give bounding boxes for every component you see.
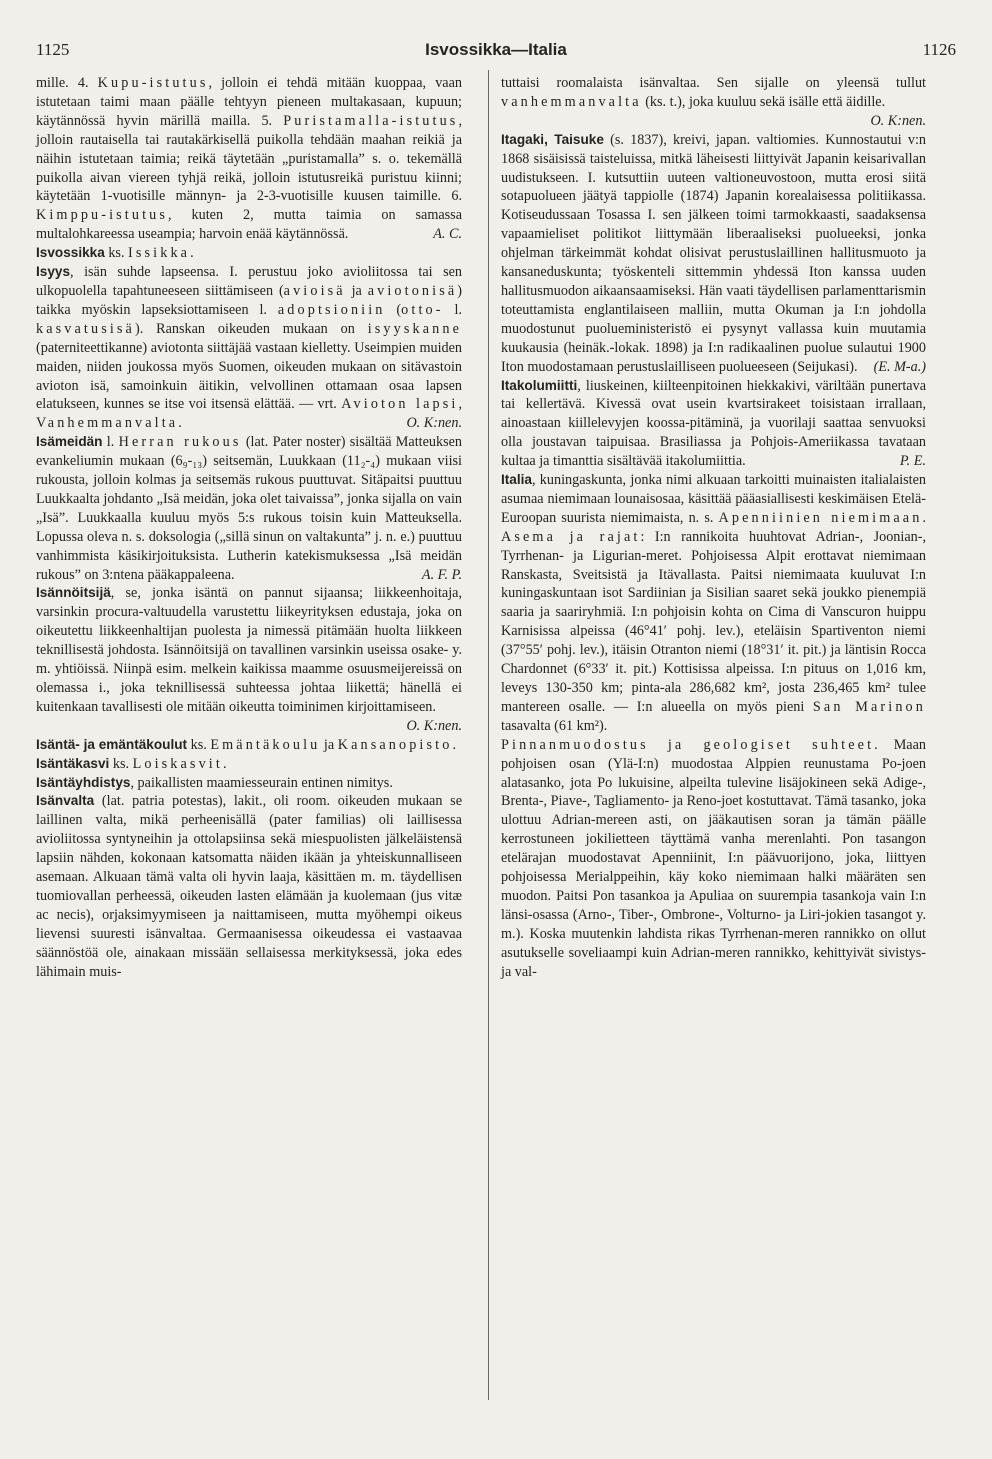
- entry-text: ja: [345, 282, 368, 299]
- entry-text: oli laillisessa avioliitossa syntyneihin ja ottolapsiinsa sekä miespuolisten jälkeläistensä lapsiin nähden, kokonaan katsomatta näiden ikään ja yhteiskunnalliseen asemaan. Alkuaan tämä valta oli hyvin laaja, käsittäen m. m. täydellisen tuomiovallan perheessä, oikeuden lasten elämään ja kuolemaan: [36, 812, 462, 904]
- entry-text: ja: [320, 736, 338, 753]
- spaced-term: Asema ja rajat: [501, 528, 641, 545]
- spaced-term: Kansanopisto: [337, 736, 453, 753]
- entry-headword: Isäntäkasvi: [36, 755, 110, 771]
- italic-text: Pater noster): [272, 434, 346, 451]
- dictionary-entry: [501, 471, 926, 736]
- spaced-term: Puristamalla-istutus: [283, 112, 459, 129]
- entry-text: (paterniteettikanne) aviotonta siittäjää vastaan kielletty. Useimpien muiden maiden, niiden joukossa myös Suomen, oikeuden mukaan on sitävastoin avioton isä, samoinkuin äitikin, velvollinen ottamaan osaa lapsen elatukseen, kunnes se itse voi itsensä elättää. — vrt.: [36, 339, 462, 413]
- entry-text: , orjaksimyymiseen ja naittamiseen, mutta myöhempi oikeus lievensi suuresti isänvaltaa. Germaanisessa oikeudessa ei vastaavaa säännöstöä ole, ainakaan missään sellaisessa merkityksessä, joka edes lähimain muis-: [36, 906, 462, 980]
- entry-text: sisältää Matteuksen evankeliumin mukaan (6₉-₁₃) seitsemän, Luukkaan (11₂-₄) mukaan viisi rukousta, jolloin kolmas ja seitsemäs rukous puuttuvat. Sitäpaitsi puuttuu Luukkaalta johdanto „Isä meidän, joka olet taivaissa”, jonka sijalla on vain „Isä”. Luukkaalla kuuluu myös 5:s rukous toisin kuin Matteuksella. Lopussa oleva n. s. doksologia („sillä sinun on valtakunta” j. n. e.) puuttuu vanhimmista käsikirjoituksista. Lutherin katekismuksessa „Isä meidän rukous” on 3:ntena pääkappaleena.: [36, 434, 462, 583]
- spaced-term: Vanhemmanvalta: [36, 415, 179, 432]
- spaced-term: Issikka: [128, 245, 191, 262]
- italic-text: (jus vitæ ac necis): [36, 887, 462, 923]
- dictionary-entry: [36, 755, 462, 774]
- continued-paragraph: [36, 74, 462, 244]
- dictionary-entry: [36, 263, 462, 433]
- entry-headword: Isänvalta: [36, 793, 95, 809]
- entry-text: (ks. t.), joka kuuluu sekä isälle että äidille.: [641, 93, 886, 110]
- entry-text: l.: [443, 301, 462, 318]
- dictionary-entry: [36, 774, 462, 793]
- column-divider: [488, 70, 489, 1400]
- entry-text: (lat.: [241, 434, 273, 451]
- entry-text: (: [385, 301, 402, 318]
- spaced-term: Loiskasvit: [132, 755, 223, 772]
- italic-text: (pater familias): [269, 812, 366, 829]
- entry-text: ) taikka myöskin lapseksiottamiseen l.: [36, 282, 462, 318]
- entry-text: ks.: [109, 755, 133, 772]
- spaced-term: otto-: [401, 301, 444, 318]
- spaced-term: Avioton lapsi: [341, 396, 459, 413]
- entry-text: , se, jonka isäntä on pannut sijaansa; liikkeenhoitaja, varsinkin procura-valtuudella varustettu liikeyrityksen edustaja, joka on oikeutettu liikkeenhaltijan puolesta ja nimessä pitämään huolta liikkeen teknillisestä johdosta. Isännöitsijä on tavallinen varsinkin useissa osake- y. m. yhtiöissä. Niinpä esim. melkein kaikissa maamme osuusmeijereissä on olemassa i., joka teknillisessä suhteessa johtaa liikettä; hänellä ei kuitenkaan tavallisesti ole mitään oikeutta toiminimen kirjoittamiseen.: [36, 585, 462, 715]
- dictionary-entry: [36, 736, 462, 755]
- entry-text: , kuningaskunta, jonka nimi alkuaan tarkoitti muinaisten italialaisten asumaa niemimaan lounaisosaa, käsittää pääasiallisesti keskimäisen Etelä-Euroopan suurista niemimaista, n. s.: [501, 472, 926, 526]
- dictionary-entry: [501, 131, 926, 377]
- spaced-term: San Marinon: [812, 698, 926, 715]
- running-header: [36, 40, 956, 66]
- entry-text: tuttaisi roomalaista isänvaltaa. Sen sijalle on yleensä tullut: [501, 75, 926, 91]
- spaced-term: adoptsioniin: [277, 301, 386, 318]
- spaced-term: Kimppu-istutus: [36, 207, 169, 224]
- entry-text: , jolloin ei tehdä mitään kuoppaa, vaan istutetaan taimi maan päälle tehtyyn pieneen multakasaan, kupuun; käytännössä hyvin märillä mailla. 5.: [36, 75, 462, 129]
- entry-text: .: [178, 415, 182, 432]
- entry-headword: Itagaki, Taisuke: [501, 131, 604, 147]
- entry-text: , kuten 2, mutta taimia on samassa multalohkareessa useampia; harvoin enää käytännössä.: [36, 207, 462, 243]
- spaced-term: isyyskanne: [367, 320, 462, 337]
- entry-text: .: [190, 245, 194, 262]
- author-signature: P. E.: [899, 453, 926, 470]
- spaced-term: Herran rukous: [118, 434, 242, 451]
- entry-headword: Isännöitsijä: [36, 585, 111, 601]
- entry-headword: Isyys: [36, 264, 71, 280]
- author-signature: (E. M-a.): [873, 358, 926, 375]
- left-column: [36, 74, 462, 982]
- entry-text: , liuskeinen, kiilteenpitoinen hiekkakivi, väriltään punertava tai kellertävä. Kivessä ovat usein kvartsirakeet toisistaan irrallaan, ainoastaan kiillelevyjen koossa-pitäminä, ja vuorilaji saattaa senvuoksi olla joustavan taipuisaa. Brasiliassa ja Pohjois-Ameriikassa tavataan kultaa ja timanttia sisältävää itakolumiittia.: [501, 377, 926, 470]
- page-number-right: 1126: [922, 40, 956, 59]
- spaced-term: avioisä: [283, 282, 346, 299]
- entry-text: mille. 4.: [36, 75, 98, 91]
- entry-text: .: [222, 755, 227, 772]
- spaced-term: Apenniinien niemimaan: [718, 509, 923, 526]
- header-title: Isvossikka—Italia: [425, 40, 567, 59]
- spaced-term: aviotonisä: [367, 282, 458, 299]
- entry-text: ks.: [104, 245, 129, 262]
- entry-headword: Isvossikka: [36, 245, 105, 261]
- entry-text: tasavalta (61 km²).: [501, 717, 608, 734]
- entry-text: , jolloin rautaisella tai rautakärkisellä puikolla tehdään maahan reikiä ja näihin istutetaan taimia; reikä täytetään „puristamalla” s. o. tekemällä puikolla aivan viereen tyhjä reikä, jolloin istutusreikä puristuu kiinni; käytetään 1-vuotisille männyn- ja 2-3-vuotisille kuusen taimille. 6.: [36, 112, 462, 205]
- entry-text: (s. 1837), kreivi, japan. valtiomies. Kunnostautui v:n 1868 sisäisissä taisteluissa, mitkä läheisesti liittyivät Japanin keisarivallan uudistukseen. I. kutsuttiin uuteen valtioneuvostoon, mutta erosi siitä sotapuolueen jäätyä tappiolle (1874) Japanin korealaisessa politiikassa. Kotiseudussaan Tosassa I. sen jälkeen toimi tarmokkaasti, saadaksensa vapaamieliset politikot liittymään liberaaliseksi puolueeksi, jonka ohjelman tärkeimmät kohdat olisivat perustuslaillinen hallitusmuoto ja kansaneduskunta; työskenteli sittemmin yhdessä Iton kanssa uuden hallitusmuodon aikaansaamiseksi. Hän vaati täydellisen parlamenttarismin toteuttamista englantilaiseen malliin, mutta Okuman ja I:n johdolla muodostunut puolueministeristö ei pysynyt vallassa kuin muutamia kuukausia (heinäk.-lokak. 1898) ja I:n radikaalinen puolue sulautui 1900 Iton muodostamaan perustuslailliseen puolueeseen (Seijukasi).: [501, 131, 926, 375]
- dictionary-entry: [501, 736, 926, 982]
- entry-text: oli room. oikeuden mukaan se laillinen valta, mikä perheenisällä: [36, 793, 462, 829]
- author-signature: A. F. P.: [421, 566, 462, 583]
- entry-text: ks.: [187, 736, 211, 753]
- entry-text: .: [452, 736, 456, 753]
- entry-text: , isän suhde lapseensa. I. perustuu joko avioliitossa tai sen ulkopuolella tapahtuneeseen siittämiseen (: [36, 264, 462, 299]
- entry-text: , paikallisten maamiesseurain entinen nimitys.: [130, 774, 393, 791]
- right-column: [501, 74, 926, 982]
- entry-text: l.: [102, 434, 119, 451]
- entry-headword: Italia: [501, 472, 532, 488]
- entry-text: ,: [458, 396, 463, 413]
- author-signature: O. K:nen.: [870, 112, 926, 129]
- entry-text: .: [922, 509, 926, 526]
- spaced-term: Emäntäkoulu: [210, 736, 321, 753]
- entry-text: (lat.: [94, 793, 133, 810]
- dictionary-entry: [501, 377, 926, 472]
- entry-text: ). Ranskan oikeuden mukaan on: [134, 320, 368, 337]
- author-signature: O. K:nen.: [406, 717, 462, 734]
- italic-text: patria potestas), lakit.,: [132, 793, 267, 810]
- entry-headword: Isämeidän: [36, 434, 103, 450]
- dictionary-entry: [36, 584, 462, 735]
- entry-text: . Maan pohjoisen osan (Ylä-I:n) muodostaa Alppien reunustama Po-joen alatasanko, jota Po lukuisine, alpeilta tulevine lisäjokineen sekä Adige-, Brenta-, Piave-, Tagliamento- ja Reno-joet kostuttavat. Tämä tasanko, joka ulottuu Adrian-mereen asti, on jääkautisen soran ja tämän päälle kerrostuneen jokilietteen täyttämä vanha merenlahti. Pon tasangon etelärajan muodostavat Apenniinit, I:n päävuorijono, joka, liittyen pohjoisessa Merialppeihin, käy koko niemimaan halki määräten sen muodon. Paitsi Pon tasankoa ja Apuliaa on suurempia tasankoja vain I:n länsi-osassa (Arno-, Tiber-, Ombrone-, Volturno- ja Liri-jokien tasangot y. m.). Koska muutenkin lahdista rikas Tyrrhenan-meren rannikko on ollut asutukselle soveliaampi kuin Adrian-meren rannikko, kehittyivät sivistys- ja val-: [501, 736, 926, 980]
- dictionary-entry: [36, 244, 462, 263]
- spaced-term: kasvatusisä: [36, 320, 135, 337]
- dictionary-entry: [36, 792, 462, 981]
- entry-text: : I:n rannikoita huuhtovat Adrian-, Joonian-, Tyrrhenan- ja Ligurian-meret. Pohjoisessa Alpit erottavat niemimaan Ranskasta, Sveitsistä ja Itävallasta. Paitsi niemimaata kuuluvat I:n kuningaskuntaan isot Sardiinian ja Sisilian saaret sekä joukko pienempiä saaria ja saariryhmiä. I:n pohjoisin kohta on Cima di Vanscuron huippu Karnisissa alpeissa (46°41′ pohj. lev.), eteläisin Spartiventon niemi (37°55′ pohj. lev.), itäisin Otranton niemi (18°31′ it. pit.) ja läntisin Rocca Chardonnet (6°33′ it. pit.) Kottisissa alpeissa. I:n pituus on 1,016 km, leveys 130-350 km; pinta-ala 286,682 km², josta 236,465 km² tulee mantereen osalle. — I:n alueella on myös pieni: [501, 528, 926, 715]
- continued-paragraph: [501, 74, 926, 131]
- author-signature: O. K:nen.: [406, 415, 462, 432]
- author-signature: A. C.: [433, 226, 462, 243]
- entry-headword: Isäntäyhdistys: [36, 774, 131, 790]
- page-number-left: 1125: [36, 40, 70, 59]
- entry-headword: Itakolumiitti: [501, 377, 578, 393]
- spaced-term: vanhemmanvalta: [501, 93, 642, 110]
- entry-headword: Isäntä- ja emäntäkoulut: [36, 736, 188, 752]
- spaced-term: Pinnanmuodostus ja geologiset suhteet: [501, 736, 875, 753]
- spaced-term: Kupu-istutus: [97, 75, 209, 91]
- dictionary-entry: [36, 433, 462, 584]
